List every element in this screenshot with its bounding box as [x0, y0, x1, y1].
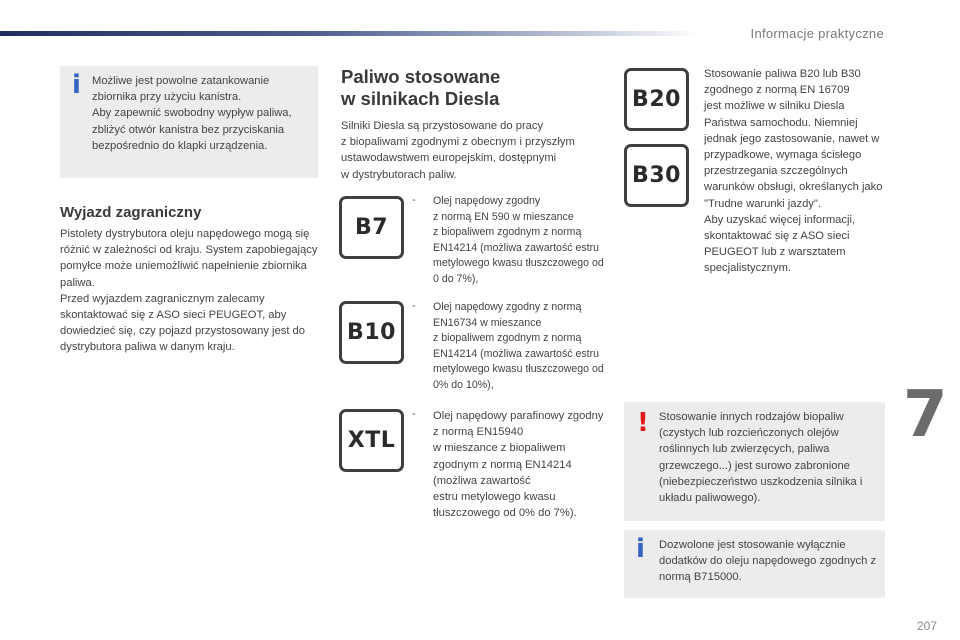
diesel-intro: Silniki Diesla są przystosowane do pracy z biopaliwami zgodnymi z obecnym i przyszłym ustawodawstwem europejskim, dostępnymi w dystrybutorach paliw. — [341, 120, 575, 181]
info-box-additives — [624, 530, 885, 598]
fuel-badge-xtl: XTL — [339, 409, 404, 472]
fuel-b7-dash: - — [412, 194, 416, 206]
fuel-b7-text: Olej napędowy zgodny z normą EN 590 w mieszance z biopaliwem zgodnym z normą EN14214 (możliwa zawartość estru metylowego kwasu tłuszczowego od 0 do 7%), — [433, 195, 604, 285]
travel-text: Pistolety dystrybutora oleju napędowego mogą się różnić w zależności od kraju. System zapobiegający pomyłce może uniemożliwić napełnienie zbiornika paliwa. Przed wyjazdem zagranicznym zalecamy skontaktować się z ASO sieci PEUGEOT, aby dowiedzieć się, czy pojazd przystosowany jest do dystrybutora paliwa w danym kraju. — [60, 228, 318, 354]
info-icon: i — [72, 70, 81, 100]
warning-box-text: Stosowanie innych rodzajów biopaliw (czystych lub rozcieńczonych olejów roślinnych lub zwierzęcych, paliwa grzewczego...) jest surowo zabronione (niebezpieczeństwo uszkodzenia silnika i układu paliwowego). — [659, 411, 863, 505]
fuel-b10-dash: - — [412, 300, 416, 312]
diesel-heading-line1: Paliwo stosowane — [341, 66, 501, 87]
fuel-badge-b10: B10 — [339, 301, 404, 364]
info-box-canister — [60, 66, 318, 178]
diesel-heading-line2: w silnikach Diesla — [341, 88, 500, 109]
page-number: 207 — [917, 619, 938, 633]
fuel-badge-b20: B20 — [624, 68, 689, 131]
chapter-number: 7 — [903, 378, 948, 452]
fuel-badge-b7: B7 — [339, 196, 404, 259]
travel-heading: Wyjazd zagraniczny — [60, 204, 202, 221]
b20-b30-text: Stosowanie paliwa B20 lub B30 zgodnego z normą EN 16709 jest możliwe w silniku Diesla Państwa samochodu. Niemniej jednak jego zastosowanie, nawet w przypadkowe, wymaga ścisłego przestrzegania szczególnych warunków obsługi, określanych jako "Trudne warunki jazdy". Aby uzyskać więcej informacji, skontaktować się z ASO sieci PEUGEOT lub z warsztatem specjalistycznym. — [704, 68, 883, 275]
info-box-additives-text: Dozwolone jest stosowanie wyłącznie dodatków do oleju napędowego zgodnych z normą B715000. — [659, 539, 877, 584]
warning-icon: ! — [637, 408, 649, 438]
diesel-fuel-heading — [341, 66, 500, 110]
info-box-canister-text: Możliwe jest powolne zatankowanie zbiornika przy użyciu kanistra. Aby zapewnić swobodny wypływ paliwa, zbliżyć otwór kanistra bez przyciskania bezpośrednio do klapki urządzenia. — [92, 75, 292, 152]
fuel-xtl-dash: - — [412, 408, 416, 420]
fuel-badge-b30: B30 — [624, 144, 689, 207]
info-icon: i — [636, 534, 645, 564]
fuel-xtl-text: Olej napędowy parafinowy zgodny z normą EN15940 w mieszance z biopaliwem zgodnym z normą EN14214 (możliwa zawartość estru metylowego kwasu tłuszczowego od 0% do 7%). — [433, 410, 604, 520]
header-gradient-bar — [0, 31, 700, 36]
section-title: Informacje praktyczne — [750, 26, 884, 41]
warning-box-biofuels — [624, 402, 885, 521]
fuel-b10-text: Olej napędowy zgodny z normą EN16734 w mieszance z biopaliwem zgodnym z normą EN14214 (możliwa zawartość estru metylowego kwasu tłuszczowego od 0% do 10%), — [433, 301, 604, 391]
